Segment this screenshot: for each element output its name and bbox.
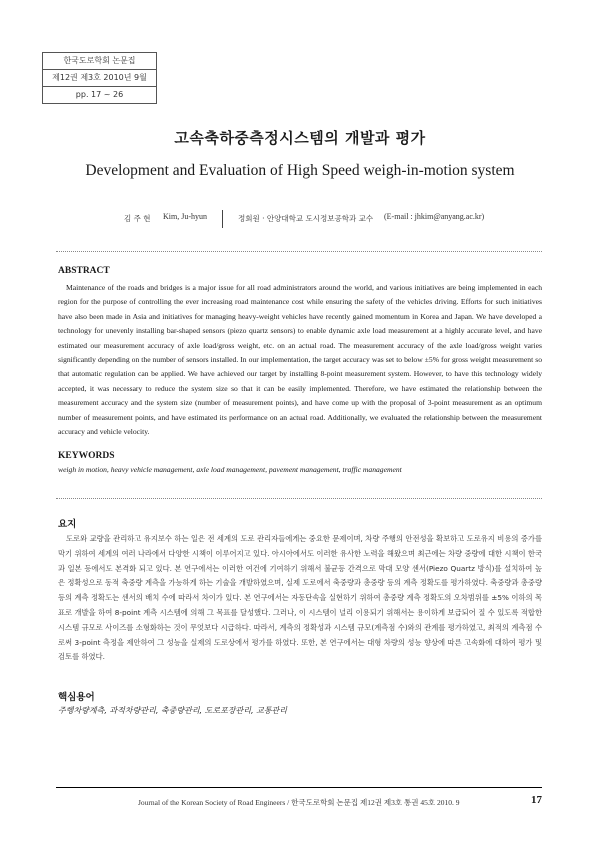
journal-issue: 제12권 제3호 2010년 9월 [43,70,156,87]
dotted-divider-top [56,251,542,252]
korean-keywords-heading: 핵심용어 [58,692,95,703]
paper-title-english: Development and Evaluation of High Speed weigh-in-motion system [85,162,515,179]
author-affiliation: 정회원 · 안양대학교 도시정보공학과 교수 [238,214,374,223]
dotted-divider-bottom [56,498,542,499]
korean-keywords-body: 주행차량계측, 과적차량관리, 축중량관리, 도로포장관리, 교통관리 [58,706,287,715]
journal-pages: pp. 17 ~ 26 [75,90,124,99]
footer-rule [56,787,542,788]
paper-title-korean: 고속축하중측정시스템의 개발과 평가 [174,129,426,147]
yoji-heading: 요지 [58,519,77,530]
abstract-heading: ABSTRACT [58,266,110,276]
journal-info-box [42,52,157,104]
footer-citation: Journal of the Korean Society of Road Engineers / 한국도로학회 논문집 제12권 제3호 통권 45호 2010. 9 [138,798,460,807]
page-number: 17 [531,794,542,806]
author-line [0,212,600,226]
journal-name: 한국도로학회 논문집 [43,53,156,70]
author-email: (E-mail : jhkim@anyang.ac.kr) [384,212,485,221]
author-separator [222,210,223,228]
keywords-body: weigh in motion, heavy vehicle management, axle load management, pavement management, traffic management [58,465,402,474]
keywords-heading: KEYWORDS [58,451,115,461]
yoji-body: 도로와 교량을 관리하고 유지보수 하는 일은 전 세계의 도로 관리자들에게는 중요한 문제이며, 차량 주행의 안전성을 확보하고 도로유지 비용의 증가를 막기 위하여 세계의 여러 나라에서 다양한 시책이 이루어지고 있다. 아시아에서도 이러한 유사한 노력을 해왔으며 최근에는 차량 중량에 대한 시책이 한국과 일본 등에서도 본격화 되고 있다. 본 연구에서는 이러한 여건에 기여하기 위해서 불균등 간격으로 막대 모양 센서(Piezo Quartz 방식)를 설치하여 높은 정확성으로 동적 축중량 계측을 가능하게 하는 기술을 개발하였으며, 실제 도로에서 축중량과 총중량 등의 계측 정확도를 평가하였다. 축중량과 총중량 등의 계측 정확도는 센서의 배치 수에 따라서 차이가 있다. 본 연구에서는 자동단속을 실현하기 위하여 총중량 계측 정확도의 오차범위를 ±5% 이하의 목표로 개발을 하여 8-point 계측 시스템에 의해 그 목표를 달성했다. 그러나, 이 시스템이 널리 이용되기 위해서는 용이하게 보급되어 질 수 있도록 적합한 시스템 규모로 사이즈를 소형화하는 것이 무엇보다 시급하다. 따라서, 계측의 정확성과 시스템 규모(계측점 수)와의 관계를 평가하였고, 최적의 계측점 수로써 3-point 측정을 제안하여 그 성능을 실제의 도로상에서 평가를 하였다. 또한, 본 연구에서는 대형 차량의 성능 향상에 따른 고속화에 대하여 평가 및 검토를 하였다. [58,534,542,662]
author-name-korean: 김 주 현 [124,214,151,223]
author-name-english: Kim, Ju-hyun [163,212,207,221]
abstract-body: Maintenance of the roads and bridges is a major issue for all road administrators around the world, and various initiatives are being implemented in each region for the purpose of controlling the ever increasing road maintenance cost while ensuring the safety of the vehicles driving. Efforts for such initiatives have also been made in Asia and initiatives for managing heavy-weight vehicles have recently gained momentum in Korea and Japan. We have developed a technology for unevenly installing bar-shaped sensors (piezo quartz sensors) to enable dynamic axle load measurement at a highly accurate level, and have estimated our measurement accuracy of axle load/gross weight, etc. on an actual road. The measurement accuracy of the axle load/gross weight varies significantly depending on the number of sensors installed. In our implementation, the target accuracy was set to below ±5% for gross weight measurement so that automatic regulation can be applied. We have achieved our target by installing 8-point measurement system. However, to have this technology widely accepted, it was necessary to reduce the system size so that it can be easily implemented. Therefore, we have estimated the relationship between the measurement accuracy and the system size (number of measurement points), and have come up with the proposal of 3-point measurement as an optimum number of measurement points, and have estimated its performance on an actual road. Additionally, we evaluated the relationship between the measurement accuracy and vehicle velocity. [58,283,542,437]
